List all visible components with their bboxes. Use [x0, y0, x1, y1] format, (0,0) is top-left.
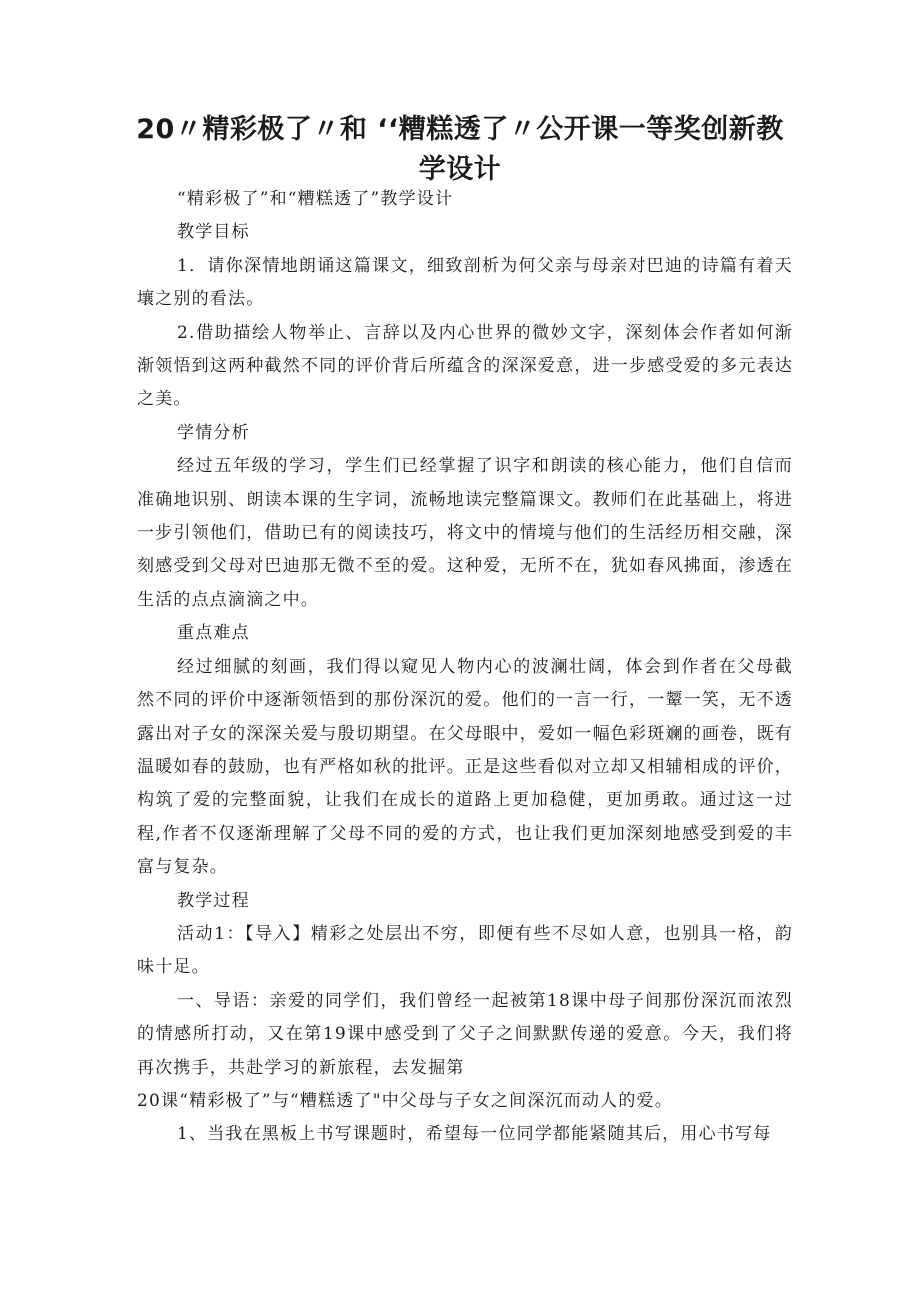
document-subtitle: “精彩极了”和“糟糕透了”教学设计 — [177, 189, 454, 209]
title-line-2: 学设计 — [418, 154, 502, 185]
document-title — [120, 110, 800, 190]
section-heading-key-points: 重点难点 — [177, 623, 250, 644]
title-line-1: 20〃精彩极了〃和 ‘‘糟糕透了〃公开课一等奖创新教 — [136, 114, 784, 145]
section-heading-process: 教学过程 — [177, 890, 250, 911]
section-heading-goals: 教学目标 — [177, 222, 250, 243]
section-heading-analysis: 学情分析 — [177, 422, 250, 443]
analysis-paragraph: 经过五年级的学习，学生们已经掌握了识字和朗读的核心能力，他们自信而准确地识别、朗读本课的生字词，流畅地读完整篇课文。教师们在此基础上，将进一步引领他们，借助已有的阅读技巧，将文中的情境与他们的生活经历相交融，深刻感受到父母对巴迪那无微不至的爱。这种爱，无所不在，犹如春风拂面，渗透在生活的点点滴滴之中。 — [137, 456, 793, 610]
goal-paragraph-2: 2.借助描绘人物举止、言辞以及内心世界的微妙文字，深刻体会作者如何渐渐领悟到这两种截然不同的评价背后所蕴含的深深爱意，进一步感受爱的多元表达之美。 — [137, 322, 793, 410]
goal-paragraph-1: 1．请你深情地朗诵这篇课文，细致剖析为何父亲与母亲对巴迪的诗篇有着天壤之别的看法。 — [137, 255, 793, 310]
activity-paragraph-1: 活动1：【导入】精彩之处层出不穷，即便有些不尽如人意，也别具一格，韵味十足。 — [137, 923, 793, 978]
document-body — [137, 183, 793, 1152]
step-paragraph-1: 1、当我在黑板上书写课题时，希望每一位同学都能紧随其后，用心书写每 — [177, 1124, 772, 1145]
intro-paragraph-continued: 20课“精彩极了”与“糟糕透了"中父母与子女之间深沉而动人的爱。 — [137, 1090, 673, 1111]
key-points-paragraph: 经过细腻的刻画，我们得以窥见人物内心的波澜壮阔，体会到作者在父母截然不同的评价中逐渐领悟到的那份深沉的爱。他们的一言一行，一颦一笑，无不透露出对子女的深深关爱与殷切期望。在父母眼中，爱如一幅色彩斑斓的画卷，既有温暖如春的鼓励，也有严格如秋的批评。正是这些看似对立却又相辅相成的评价，构筑了爱的完整面貌，让我们在成长的道路上更加稳健，更加勇敢。通过这一过程,作者不仅逐渐理解了父母不同的爱的方式，也让我们更加深刻地感受到爱的丰富与复杂。 — [137, 656, 793, 878]
intro-paragraph: 一、导语：亲爱的同学们，我们曾经一起被第18课中母子间那份深沉而浓烈的情感所打动，又在第19课中感受到了父子之间默默传递的爱意。今天，我们将再次携手，共赴学习的新旅程，去发掘第 — [137, 990, 793, 1078]
